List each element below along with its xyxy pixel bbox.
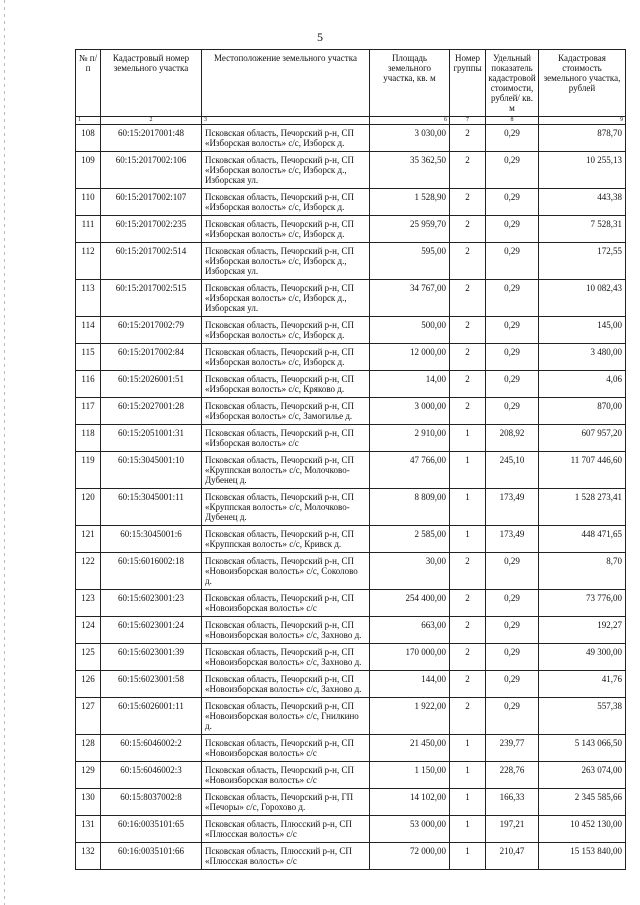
specific-value: 0,29: [486, 216, 539, 243]
table-row: [76, 735, 626, 762]
cadastral-number: 60:15:2017002:107: [101, 189, 202, 216]
group-number: 1: [450, 789, 486, 816]
row-number: 130: [76, 789, 101, 816]
cadastral-value: 10 452 130,00: [539, 816, 626, 843]
location: Псковская область, Печорский р-н, СП «Изборская волость» с/с, Изборск д., Изборская ул.: [202, 280, 370, 317]
location: Псковская область, Печорский р-н, СП «Новоизборская волость» с/с, Захново д.: [202, 644, 370, 671]
specific-value: 239,77: [486, 735, 539, 762]
cadastral-value: 11 707 446,60: [539, 452, 626, 489]
row-number: 119: [76, 452, 101, 489]
cadastral-value: 41,76: [539, 671, 626, 698]
specific-value: 0,29: [486, 152, 539, 189]
area: 2 585,00: [370, 526, 450, 553]
row-number: 122: [76, 553, 101, 590]
cadastral-number: 60:15:3045001:11: [101, 489, 202, 526]
table-header-row: [76, 50, 626, 117]
location: Псковская область, Печорский р-н, СП «Новоизборская волость» с/с: [202, 762, 370, 789]
area: 595,00: [370, 243, 450, 280]
location: Псковская область, Печорский р-н, СП «Новоизборская волость» с/с, Захново д.: [202, 617, 370, 644]
cadastral-value: 870,00: [539, 398, 626, 425]
area: 72 000,00: [370, 843, 450, 870]
cadastral-number: 60:15:6023001:39: [101, 644, 202, 671]
table-row: [76, 317, 626, 344]
group-number: 2: [450, 344, 486, 371]
table-row: [76, 280, 626, 317]
group-number: 2: [450, 553, 486, 590]
area: 254 400,00: [370, 590, 450, 617]
group-number: 2: [450, 371, 486, 398]
column-number: 1: [76, 117, 101, 125]
specific-value: 0,29: [486, 617, 539, 644]
table-row: [76, 553, 626, 590]
table-row: [76, 344, 626, 371]
area: 25 959,70: [370, 216, 450, 243]
cadastral-value: 10 255,13: [539, 152, 626, 189]
page-number: 5: [317, 30, 323, 44]
table-row: [76, 671, 626, 698]
specific-value: 173,49: [486, 526, 539, 553]
row-number: 112: [76, 243, 101, 280]
area: 8 809,00: [370, 489, 450, 526]
cadastral-number: 60:15:6046002:2: [101, 735, 202, 762]
column-number: 6: [370, 117, 450, 125]
specific-value: 0,29: [486, 671, 539, 698]
group-number: 2: [450, 644, 486, 671]
location: Псковская область, Печорский р-н, СП «Новоизборская волость» с/с, Соколово д.: [202, 553, 370, 590]
group-number: 2: [450, 280, 486, 317]
row-number: 109: [76, 152, 101, 189]
specific-value: 0,29: [486, 189, 539, 216]
row-number: 121: [76, 526, 101, 553]
area: 170 000,00: [370, 644, 450, 671]
table-row: [76, 843, 626, 870]
cadastral-value: 443,38: [539, 189, 626, 216]
group-number: 1: [450, 526, 486, 553]
cadastral-number: 60:15:6026001:11: [101, 698, 202, 735]
cadastral-number: 60:15:6023001:24: [101, 617, 202, 644]
location: Псковская область, Печорский р-н, СП «Изборская волость» с/с, Изборск д., Изборская ул.: [202, 243, 370, 280]
row-number: 114: [76, 317, 101, 344]
row-number: 117: [76, 398, 101, 425]
cadastral-value: 8,70: [539, 553, 626, 590]
table-row: [76, 371, 626, 398]
row-number: 131: [76, 816, 101, 843]
specific-value: 245,10: [486, 452, 539, 489]
cadastral-number: 60:15:2026001:51: [101, 371, 202, 398]
row-number: 124: [76, 617, 101, 644]
column-number-row: [76, 117, 626, 125]
location: Псковская область, Печорский р-н, СП «Новоизборская волость» с/с: [202, 735, 370, 762]
location: Псковская область, Печорский р-н, СП «Изборская волость» с/с, Изборск д.: [202, 344, 370, 371]
location: Псковская область, Печорский р-н, СП «Изборская волость» с/с, Изборск д., Изборская ул.: [202, 152, 370, 189]
location: Псковская область, Печорский р-н, СП «Новоизборская волость» с/с, Захново д.: [202, 671, 370, 698]
specific-value: 0,29: [486, 553, 539, 590]
table-row: [76, 590, 626, 617]
location: Псковская область, Печорский р-н, СП «Изборская волость» с/с, Замогилье д.: [202, 398, 370, 425]
location: Псковская область, Печорский р-н, ГП «Печоры» с/с, Горохово д.: [202, 789, 370, 816]
group-number: 1: [450, 489, 486, 526]
location: Псковская область, Печорский р-н, СП «Круппская волость» с/с, Молочково-Дубенец д.: [202, 489, 370, 526]
cadastral-value: 448 471,65: [539, 526, 626, 553]
specific-value: 197,21: [486, 816, 539, 843]
location: Псковская область, Печорский р-н, СП «Изборская волость» с/с, Изборск д.: [202, 125, 370, 152]
row-number: 116: [76, 371, 101, 398]
row-number: 113: [76, 280, 101, 317]
table-row: [76, 489, 626, 526]
area: 144,00: [370, 671, 450, 698]
table-row: [76, 644, 626, 671]
area: 2 910,00: [370, 425, 450, 452]
table-row: [76, 762, 626, 789]
group-number: 2: [450, 125, 486, 152]
table-row: [76, 617, 626, 644]
table-row: [76, 789, 626, 816]
area: 1 528,90: [370, 189, 450, 216]
area: 3 030,00: [370, 125, 450, 152]
group-number: 2: [450, 617, 486, 644]
cadastral-value-table: [75, 49, 626, 870]
cadastral-number: 60:15:6046002:3: [101, 762, 202, 789]
location: Псковская область, Печорский р-н, СП «Изборская волость» с/с, Кряково д.: [202, 371, 370, 398]
row-number: 128: [76, 735, 101, 762]
cadastral-value: 10 082,43: [539, 280, 626, 317]
row-number: 118: [76, 425, 101, 452]
cadastral-number: 60:15:3045001:10: [101, 452, 202, 489]
table-row: [76, 452, 626, 489]
specific-value: 210,47: [486, 843, 539, 870]
group-number: 2: [450, 152, 486, 189]
table-body: [76, 125, 626, 870]
table-row: [76, 698, 626, 735]
area: 14 102,00: [370, 789, 450, 816]
cadastral-number: 60:15:2017001:48: [101, 125, 202, 152]
area: 3 000,00: [370, 398, 450, 425]
cadastral-value: 4,06: [539, 371, 626, 398]
cadastral-value: 2 345 585,66: [539, 789, 626, 816]
group-number: 2: [450, 189, 486, 216]
cadastral-number: 60:15:2017002:84: [101, 344, 202, 371]
specific-value: 0,29: [486, 344, 539, 371]
group-number: 1: [450, 452, 486, 489]
cadastral-value: 5 143 066,50: [539, 735, 626, 762]
cadastral-number: 60:15:3045001:6: [101, 526, 202, 553]
cadastral-number: 60:15:8037002:8: [101, 789, 202, 816]
row-number: 120: [76, 489, 101, 526]
column-number: 9: [539, 117, 626, 125]
header-cadastral-number: Кадастровый номер земельного участка: [101, 50, 202, 117]
row-number: 111: [76, 216, 101, 243]
cadastral-value: 15 153 840,00: [539, 843, 626, 870]
specific-value: 0,29: [486, 698, 539, 735]
cadastral-value: 7 528,31: [539, 216, 626, 243]
table-row: [76, 125, 626, 152]
area: 500,00: [370, 317, 450, 344]
specific-value: 166,33: [486, 789, 539, 816]
cadastral-number: 60:15:2017002:514: [101, 243, 202, 280]
table-row: [76, 152, 626, 189]
specific-value: 0,29: [486, 398, 539, 425]
cadastral-value: 3 480,00: [539, 344, 626, 371]
column-number: 3: [202, 117, 370, 125]
area: 30,00: [370, 553, 450, 590]
cadastral-value: 1 528 273,41: [539, 489, 626, 526]
table-row: [76, 243, 626, 280]
location: Псковская область, Печорский р-н, СП «Изборская волость» с/с, Изборск д.: [202, 317, 370, 344]
location: Псковская область, Печорский р-н, СП «Круппская волость» с/с, Кривск д.: [202, 526, 370, 553]
area: 1 922,00: [370, 698, 450, 735]
cadastral-value: 49 300,00: [539, 644, 626, 671]
group-number: 1: [450, 816, 486, 843]
group-number: 2: [450, 398, 486, 425]
column-number: 7: [450, 117, 486, 125]
area: 34 767,00: [370, 280, 450, 317]
row-number: 126: [76, 671, 101, 698]
cadastral-value: 263 074,00: [539, 762, 626, 789]
cadastral-number: 60:15:6023001:23: [101, 590, 202, 617]
row-number: 125: [76, 644, 101, 671]
specific-value: 0,29: [486, 243, 539, 280]
specific-value: 0,29: [486, 125, 539, 152]
group-number: 1: [450, 425, 486, 452]
cadastral-number: 60:15:2017002:106: [101, 152, 202, 189]
cadastral-number: 60:15:2027001:28: [101, 398, 202, 425]
row-number: 132: [76, 843, 101, 870]
area: 47 766,00: [370, 452, 450, 489]
group-number: 2: [450, 317, 486, 344]
group-number: 1: [450, 735, 486, 762]
cadastral-value: 192,27: [539, 617, 626, 644]
location: Псковская область, Печорский р-н, СП «Изборская волость» с/с, Изборск д.: [202, 189, 370, 216]
header-num: № п/п: [76, 50, 101, 117]
row-number: 110: [76, 189, 101, 216]
cadastral-number: 60:16:0035101:65: [101, 816, 202, 843]
table-row: [76, 398, 626, 425]
table-row: [76, 816, 626, 843]
cadastral-value: 73 776,00: [539, 590, 626, 617]
location: Псковская область, Печорский р-н, СП «Новоизборская волость» с/с: [202, 590, 370, 617]
cadastral-number: 60:15:2051001:31: [101, 425, 202, 452]
group-number: 1: [450, 843, 486, 870]
area: 21 450,00: [370, 735, 450, 762]
location: Псковская область, Печорский р-н, СП «Изборская волость» с/с: [202, 425, 370, 452]
cadastral-number: 60:15:2017002:79: [101, 317, 202, 344]
area: 14,00: [370, 371, 450, 398]
group-number: 2: [450, 216, 486, 243]
row-number: 115: [76, 344, 101, 371]
table-row: [76, 425, 626, 452]
table-row: [76, 216, 626, 243]
specific-value: 173,49: [486, 489, 539, 526]
area: 1 150,00: [370, 762, 450, 789]
table-row: [76, 189, 626, 216]
specific-value: 0,29: [486, 317, 539, 344]
group-number: 2: [450, 243, 486, 280]
specific-value: 0,29: [486, 371, 539, 398]
area: 663,00: [370, 617, 450, 644]
cadastral-value: 878,70: [539, 125, 626, 152]
location: Псковская область, Печорский р-н, СП «Изборская волость» с/с, Изборск д.: [202, 216, 370, 243]
header-cadastral-value: Кадастровая стоимость земельного участка, рублей: [539, 50, 626, 117]
header-area: Площадь земельного участка, кв. м: [370, 50, 450, 117]
group-number: 2: [450, 671, 486, 698]
group-number: 2: [450, 590, 486, 617]
row-number: 108: [76, 125, 101, 152]
location: Псковская область, Плюсский р-н, СП «Плюсская волость» с/с: [202, 843, 370, 870]
specific-value: 0,29: [486, 590, 539, 617]
row-number: 123: [76, 590, 101, 617]
cadastral-number: 60:15:6023001:58: [101, 671, 202, 698]
specific-value: 208,92: [486, 425, 539, 452]
cadastral-number: 60:15:2017002:235: [101, 216, 202, 243]
area: 35 362,50: [370, 152, 450, 189]
specific-value: 228,76: [486, 762, 539, 789]
cadastral-value: 557,38: [539, 698, 626, 735]
cadastral-number: 60:15:2017002:515: [101, 280, 202, 317]
column-number: 8: [486, 117, 539, 125]
scan-margin-line: [4, 0, 5, 905]
cadastral-number: 60:16:0035101:66: [101, 843, 202, 870]
location: Псковская область, Печорский р-н, СП «Круппская волость» с/с, Молочково-Дубенец д.: [202, 452, 370, 489]
area: 12 000,00: [370, 344, 450, 371]
column-number: 2: [101, 117, 202, 125]
location: Псковская область, Плюсский р-н, СП «Плюсская волость» с/с: [202, 816, 370, 843]
table-row: [76, 526, 626, 553]
area: 53 000,00: [370, 816, 450, 843]
row-number: 127: [76, 698, 101, 735]
group-number: 1: [450, 762, 486, 789]
specific-value: 0,29: [486, 644, 539, 671]
header-location: Местоположение земельного участка: [202, 50, 370, 117]
header-group: Номер группы: [450, 50, 486, 117]
location: Псковская область, Печорский р-н, СП «Новоизборская волость» с/с, Гнилкино д.: [202, 698, 370, 735]
cadastral-value: 607 957,20: [539, 425, 626, 452]
cadastral-value: 172,55: [539, 243, 626, 280]
specific-value: 0,29: [486, 280, 539, 317]
cadastral-number: 60:15:6016002:18: [101, 553, 202, 590]
group-number: 2: [450, 698, 486, 735]
header-specific-value: Удельный показатель кадастровой стоимости, рублей/ кв. м: [486, 50, 539, 117]
cadastral-value: 145,00: [539, 317, 626, 344]
row-number: 129: [76, 762, 101, 789]
